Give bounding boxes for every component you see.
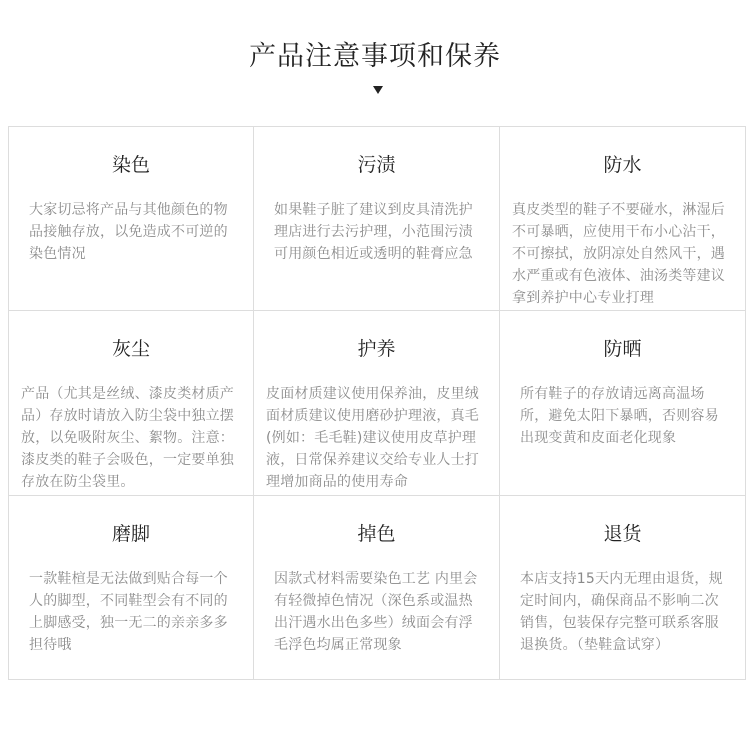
card-dye [9,127,254,311]
card-title: 灰尘 [111,338,150,360]
card-title: 掉色 [357,523,396,545]
card-text: 皮面材质建议使用保养油，皮里绒面材质建议使用磨砂护理液，真毛(例如：毛毛鞋)建议使用皮草护理液，日常保养建议交给专业人士打理增加商品的使用寿命 [266,386,479,490]
card-text: 所有鞋子的存放请远离高温场所，避免太阳下暴晒，否则容易出现变黄和皮面老化现象 [520,386,719,446]
card-title: 退货 [603,523,642,545]
card-waterproof [500,127,745,311]
card-text: 因款式材料需要染色工艺 内里会有轻微掉色情况（深色系或温热出汗遇水出色多些）绒面会有浮毛浮色均属正常现象 [274,571,478,653]
card-color-fading [254,496,500,679]
card-stain [254,127,500,311]
card-title: 防晒 [603,338,642,360]
card-title: 防水 [603,154,642,176]
card-text: 大家切忌将产品与其他颜色的物品接触存放，以免造成不可逆的染色情况 [29,202,228,262]
card-chafing [9,496,254,679]
card-text: 产品（尤其是丝绒、漆皮类材质产品）存放时请放入防尘袋中独立摆放，以免吸附灰尘、絮物。注意：漆皮类的鞋子会吸色，一定要单独存放在防尘袋里。 [21,386,234,490]
card-title: 护养 [357,338,396,360]
card-text: 如果鞋子脏了建议到皮具清洗护理店进行去污护理，小范围污渍可用颜色相近或透明的鞋膏应急 [274,202,473,262]
card-text: 真皮类型的鞋子不要碰水，淋湿后不可暴晒，应使用干布小心沾干，不可擦拭，放阴凉处自然风干，遇水严重或有色液体、油汤类等建议拿到养护中心专业打理 [512,202,725,306]
down-arrow-icon [373,86,383,94]
card-text: 一款鞋楦是无法做到贴合每一个人的脚型，不同鞋型会有不同的上脚感受，独一无二的亲亲多多担待哦 [29,571,228,653]
card-dust [9,311,254,496]
care-grid [8,126,746,680]
card-title: 磨脚 [111,523,150,545]
card-title: 染色 [111,154,150,176]
card-maintenance [254,311,500,496]
card-text: 本店支持15天内无理由退货，规定时间内，确保商品不影响二次销售，包装保存完整可联系客服退换货。（垫鞋盒试穿） [520,571,723,653]
page-title: 产品注意事项和保养 [249,41,501,72]
card-title: 污渍 [357,154,396,176]
card-returns [500,496,745,679]
card-sunproof [500,311,745,496]
